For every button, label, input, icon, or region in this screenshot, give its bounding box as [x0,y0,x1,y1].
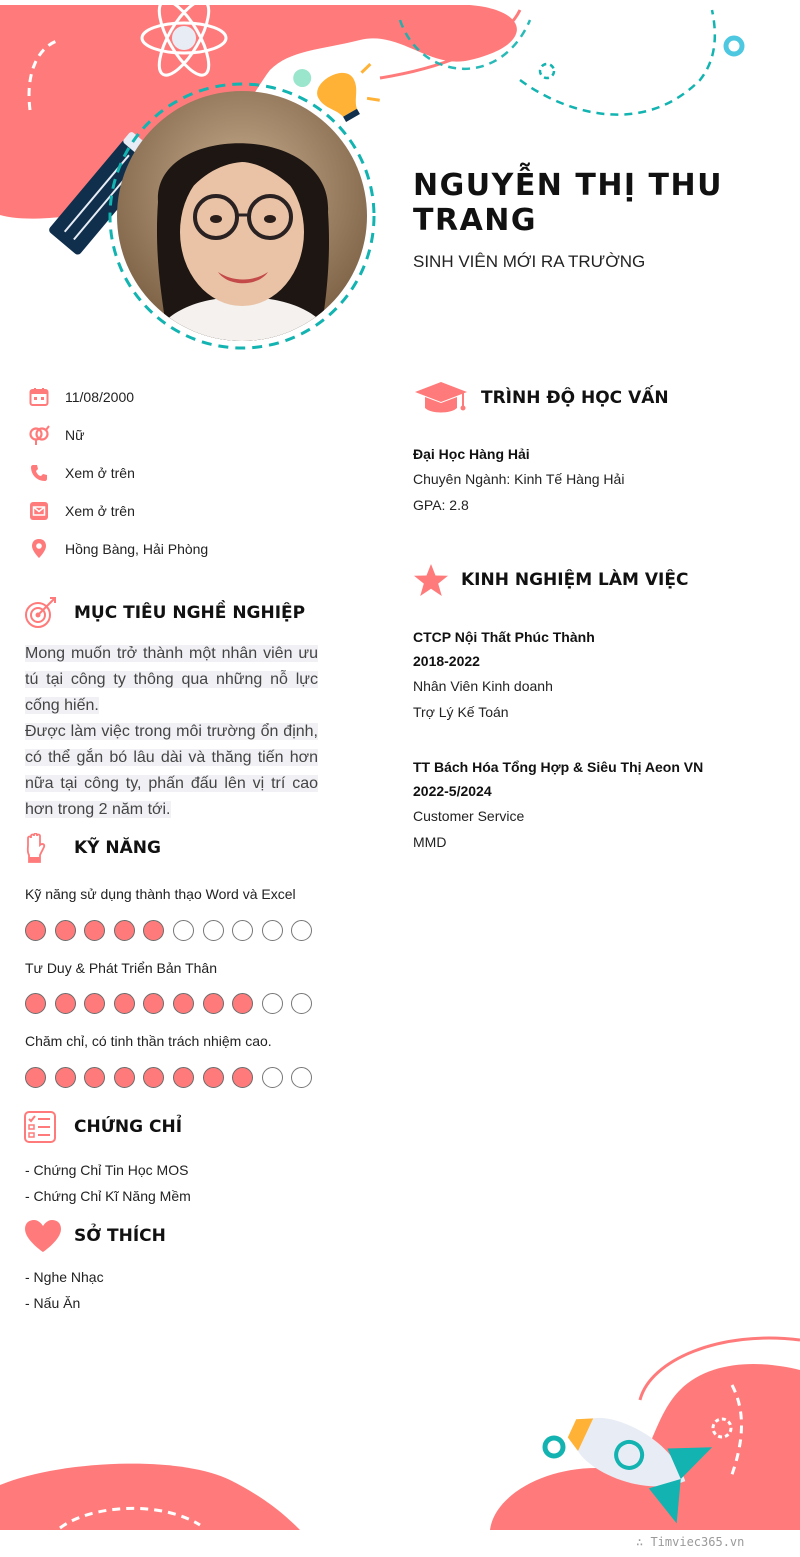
hobbies-header [24,1219,166,1253]
contact-phone [28,461,328,485]
location-text: Hồng Bàng, Hải Phòng [65,541,209,557]
objective-header [24,596,305,630]
company-name: CTCP Nội Thất Phúc Thành [413,629,595,645]
objective-paragraph: Được làm việc trong môi trường ổn định, có thể gắn bó lâu dài và thăng tiến hơn nữa tại công ty, phấn đấu lên vị trí cao hơn trong 2 năm tới. [25,723,318,818]
star-icon [413,563,449,597]
rating-dot-filled [55,920,76,941]
skill-rating [25,920,321,941]
certificate-item: - Chứng Chỉ Tin Học MOS [25,1162,189,1178]
rating-dot-empty [291,1067,312,1088]
hobbies-title: SỞ THÍCH [74,1226,166,1246]
graduation-cap-icon [413,380,469,416]
email-text: Xem ở trên [65,503,135,519]
certificates-header [24,1111,182,1143]
rating-dot-filled [25,993,46,1014]
rating-dot-filled [25,920,46,941]
profile-photo [108,82,376,350]
rating-dot-empty [232,920,253,941]
rating-dot-filled [143,1067,164,1088]
rating-dot-filled [232,993,253,1014]
target-icon [24,596,58,630]
objective-text [25,641,318,823]
certificate-item: - Chứng Chỉ Kĩ Năng Mềm [25,1188,191,1204]
education-title: TRÌNH ĐỘ HỌC VẤN [481,388,669,408]
watermark: ∴ Timviec365.vn [636,1535,745,1549]
rating-dot-filled [232,1067,253,1088]
work-period: 2022-5/2024 [413,783,492,799]
rating-dot-filled [84,920,105,941]
rating-dot-empty [262,1067,283,1088]
education-header [413,380,669,416]
gender-text: Nữ [65,427,85,443]
rating-dot-filled [84,993,105,1014]
education-block [413,442,773,518]
rating-dot-filled [55,1067,76,1088]
gender-icon [28,424,50,446]
job-role: Nhân Viên Kinh doanh [413,678,553,694]
contact-gender [28,423,328,447]
rating-dot-empty [173,920,194,941]
rating-dot-filled [203,1067,224,1088]
rating-dot-filled [143,920,164,941]
rating-dot-filled [114,1067,135,1088]
skill-label: Tư Duy & Phát Triển Bản Thân [25,960,217,976]
calendar-icon [28,386,50,408]
skill-label: Kỹ năng sử dụng thành thạo Word và Excel [25,886,296,902]
rating-dot-empty [262,993,283,1014]
experience-item [413,625,773,725]
phone-icon [28,462,50,484]
rating-dot-filled [143,993,164,1014]
rating-dot-empty [291,993,312,1014]
school-name: Đại Học Hàng Hải [413,446,530,462]
skills-header [24,832,161,864]
job-role: Trợ Lý Kế Toán [413,704,509,720]
work-period: 2018-2022 [413,653,480,669]
rating-dot-filled [25,1067,46,1088]
skill-label: Chăm chỉ, có tinh thần trách nhiệm cao. [25,1033,272,1049]
contact-birthdate [28,385,328,409]
rating-dot-filled [114,920,135,941]
skill-rating [25,1067,321,1088]
contact-location [28,537,328,561]
rating-dot-filled [84,1067,105,1088]
job-role: MMD [413,834,447,850]
hobby-item: - Nghe Nhạc [25,1269,104,1285]
rating-dot-filled [55,993,76,1014]
candidate-name: NGUYỄN THỊ THU TRANG [413,168,723,238]
hobby-item: - Nấu Ăn [25,1295,81,1311]
experience-title: KINH NGHIỆM LÀM VIỆC [461,570,689,590]
certificates-title: CHỨNG CHỈ [74,1117,183,1137]
rating-dot-empty [262,920,283,941]
experience-header [413,563,688,597]
rating-dot-filled [173,1067,194,1088]
rating-dot-filled [114,993,135,1014]
rating-dot-empty [291,920,312,941]
objective-paragraph: Mong muốn trở thành một nhân viên ưu tú tại công ty thông qua những nỗ lực cống hiến. [25,645,318,714]
objective-title: MỤC TIÊU NGHỀ NGHIỆP [74,603,306,623]
major: Chuyên Ngành: Kinh Tế Hàng Hải [413,471,625,487]
gpa: GPA: 2.8 [413,497,469,513]
company-name: TT Bách Hóa Tổng Hợp & Siêu Thị Aeon VN [413,759,704,775]
rating-dot-filled [173,993,194,1014]
email-icon [28,500,50,522]
rating-dot-empty [203,920,224,941]
heart-icon [24,1219,62,1253]
hand-icon [24,832,48,864]
rating-dot-filled [203,993,224,1014]
checklist-icon [24,1111,56,1143]
experience-item [413,755,773,855]
skills-title: KỸ NĂNG [74,838,161,858]
job-role: Customer Service [413,808,525,824]
location-icon [28,538,50,560]
skill-rating [25,993,321,1014]
contact-email [28,499,328,523]
job-title: SINH VIÊN MỚI RA TRƯỜNG [413,252,646,271]
phone-text: Xem ở trên [65,465,135,481]
birthdate-text: 11/08/2000 [65,389,135,405]
